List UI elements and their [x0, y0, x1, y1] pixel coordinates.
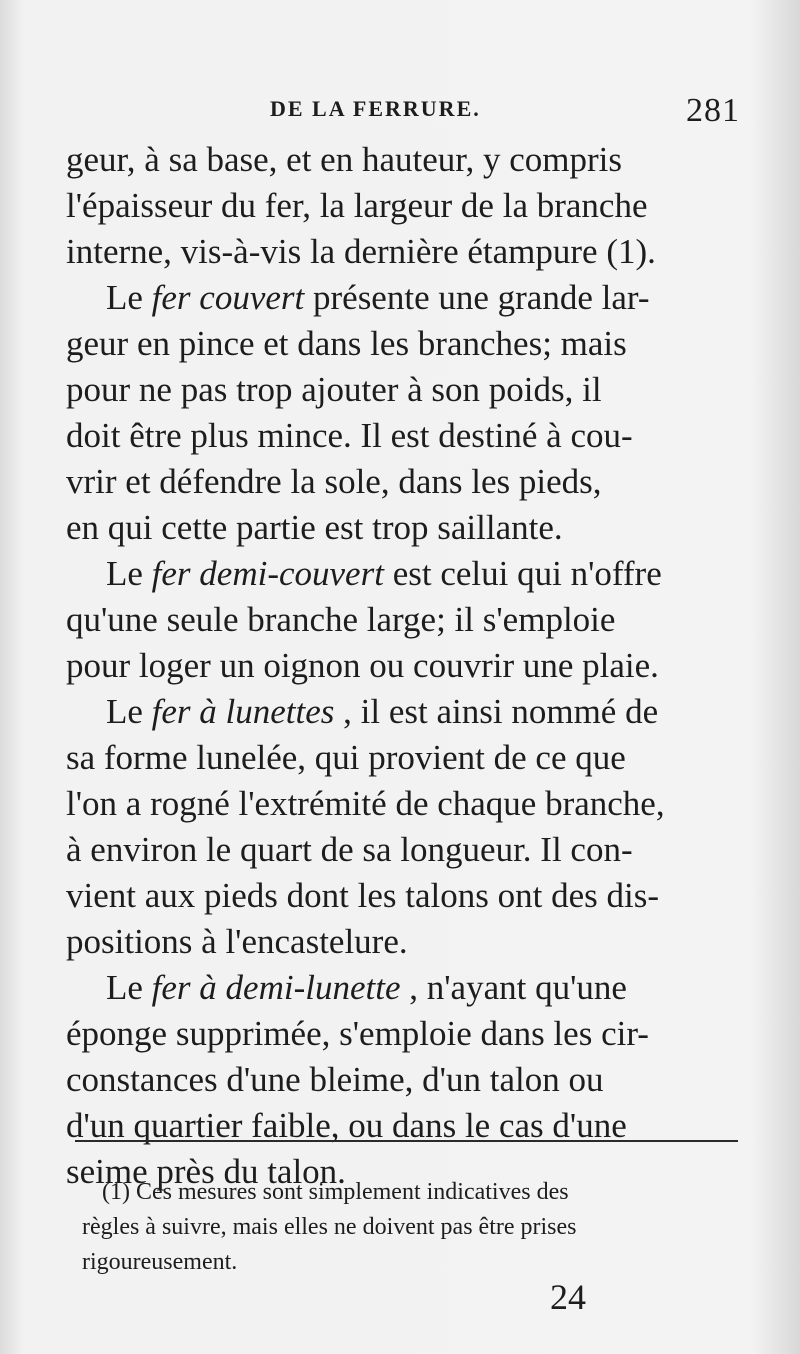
text-line-20: éponge supprimée, s'emploie dans les cir-	[66, 1014, 649, 1053]
term-fer-demi-couvert: fer demi-couvert	[151, 554, 384, 593]
footnote-block	[82, 1175, 742, 1280]
text-line-22: d'un quartier faible, ou dans le cas d'une	[66, 1106, 627, 1145]
text-line-19	[66, 965, 736, 1011]
footnote-line-2: règles à suivre, mais elles ne doivent pas être prises	[82, 1214, 577, 1240]
text-line-23: seime près du talon.	[66, 1152, 346, 1191]
term-fer-a-demi-lunette: fer à demi-lunette	[151, 968, 401, 1007]
line-4-prefix: Le	[106, 278, 152, 317]
signature-mark: 24	[550, 1277, 586, 1317]
term-fer-a-lunettes: fer à lunettes	[151, 692, 335, 731]
line-19-suffix: , n'ayant qu'une	[409, 968, 627, 1007]
text-line-17: vient aux pieds dont les talons ont des dis-	[66, 876, 659, 915]
term-fer-couvert: fer couvert	[151, 278, 305, 317]
text-line-5: geur en pince et dans les branches; mais	[66, 324, 627, 363]
text-line-10	[66, 551, 736, 597]
line-13-prefix: Le	[106, 692, 152, 731]
text-line-14: sa forme lunelée, qui provient de ce que	[66, 738, 626, 777]
line-19-prefix: Le	[106, 968, 152, 1007]
line-10-prefix: Le	[106, 554, 152, 593]
text-line-6: pour ne pas trop ajouter à son poids, il	[66, 370, 602, 409]
footnote-line-1: (1) Ces mesures sont simplement indicatives des	[102, 1179, 569, 1205]
running-head: DE LA FERRURE.	[270, 96, 481, 121]
line-10-suffix: est celui qui n'offre	[392, 554, 662, 593]
page-header	[150, 92, 740, 136]
line-4-suffix: présente une grande lar-	[313, 278, 650, 317]
text-line-3: interne, vis-à-vis la dernière étampure (1).	[66, 232, 656, 271]
text-line-8: vrir et défendre la sole, dans les pieds,	[66, 462, 602, 501]
text-line-15: l'on a rogné l'extrémité de chaque branche,	[66, 784, 665, 823]
line-13-suffix: , il est ainsi nommé de	[343, 692, 659, 731]
footnote-line-3: rigoureusement.	[82, 1249, 238, 1275]
text-line-21: constances d'une bleime, d'un talon ou	[66, 1060, 604, 1099]
text-line-11: qu'une seule branche large; il s'emploie	[66, 600, 616, 639]
text-line-9: en qui cette partie est trop saillante.	[66, 508, 563, 547]
text-line-1: geur, à sa base, et en hauteur, y compris	[66, 140, 623, 179]
text-line-12: pour loger un oignon ou couvrir une plaie.	[66, 646, 659, 685]
footnote-divider	[75, 1140, 738, 1142]
page-number: 281	[686, 92, 740, 129]
main-text	[66, 137, 736, 1195]
text-line-2: l'épaisseur du fer, la largeur de la branche	[66, 186, 648, 225]
text-line-16: à environ le quart de sa longueur. Il con-	[66, 830, 633, 869]
text-line-4	[66, 275, 736, 321]
text-line-7: doit être plus mince. Il est destiné à cou-	[66, 416, 633, 455]
text-line-13	[66, 689, 736, 735]
text-line-18: positions à l'encastelure.	[66, 922, 408, 961]
